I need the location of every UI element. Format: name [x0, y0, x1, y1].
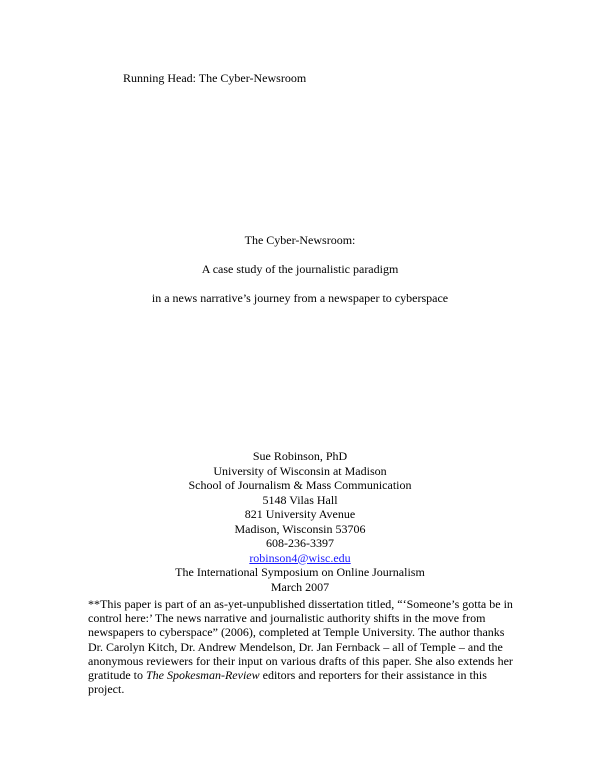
- footnote-text-before: **This paper is part of an as-yet-unpublished dissertation titled, “‘Someone’s gotta be in control here:’ The news narrative and journalistic authority shifts in the move from newspapers to cyberspace” (2006), completed at Temple University. The author thanks Dr. Carolyn Kitch, Dr. Andrew Mendelson, Dr. Jan Fernback – all of Temple – and the anonymous reviewers for their input on various drafts of this paper. She also extends her gratitude to: [88, 597, 513, 683]
- running-head: Running Head: The Cyber-Newsroom: [123, 71, 307, 85]
- footnote: [88, 597, 520, 696]
- author-city: Madison, Wisconsin 53706: [234, 521, 366, 536]
- venue: The International Symposium on Online Journalism: [175, 565, 425, 579]
- footnote-text-after: editors and reporters for their assistance in this project.: [88, 668, 487, 697]
- date: March 2007: [270, 579, 330, 594]
- paper-subtitle-line-1: A case study of the journalistic paradigm: [201, 262, 399, 276]
- paper-title: The Cyber-Newsroom:: [244, 233, 356, 247]
- author-block: [150, 449, 450, 594]
- author-phone: 608-236-3397: [266, 536, 334, 550]
- author-university: University of Wisconsin at Madison: [213, 463, 387, 478]
- author-email-link[interactable]: robinson4@wisc.edu: [249, 550, 351, 565]
- footnote-publication: The Spokesman-Review: [145, 668, 260, 683]
- author-school: School of Journalism & Mass Communication: [188, 478, 412, 492]
- author-name: Sue Robinson, PhD: [252, 449, 348, 463]
- paper-subtitle-line-2: in a news narrative’s journey from a newspaper to cyberspace: [151, 291, 449, 305]
- author-address-line-1: 5148 Vilas Hall: [262, 492, 338, 507]
- author-address-line-2: 821 University Avenue: [244, 507, 356, 521]
